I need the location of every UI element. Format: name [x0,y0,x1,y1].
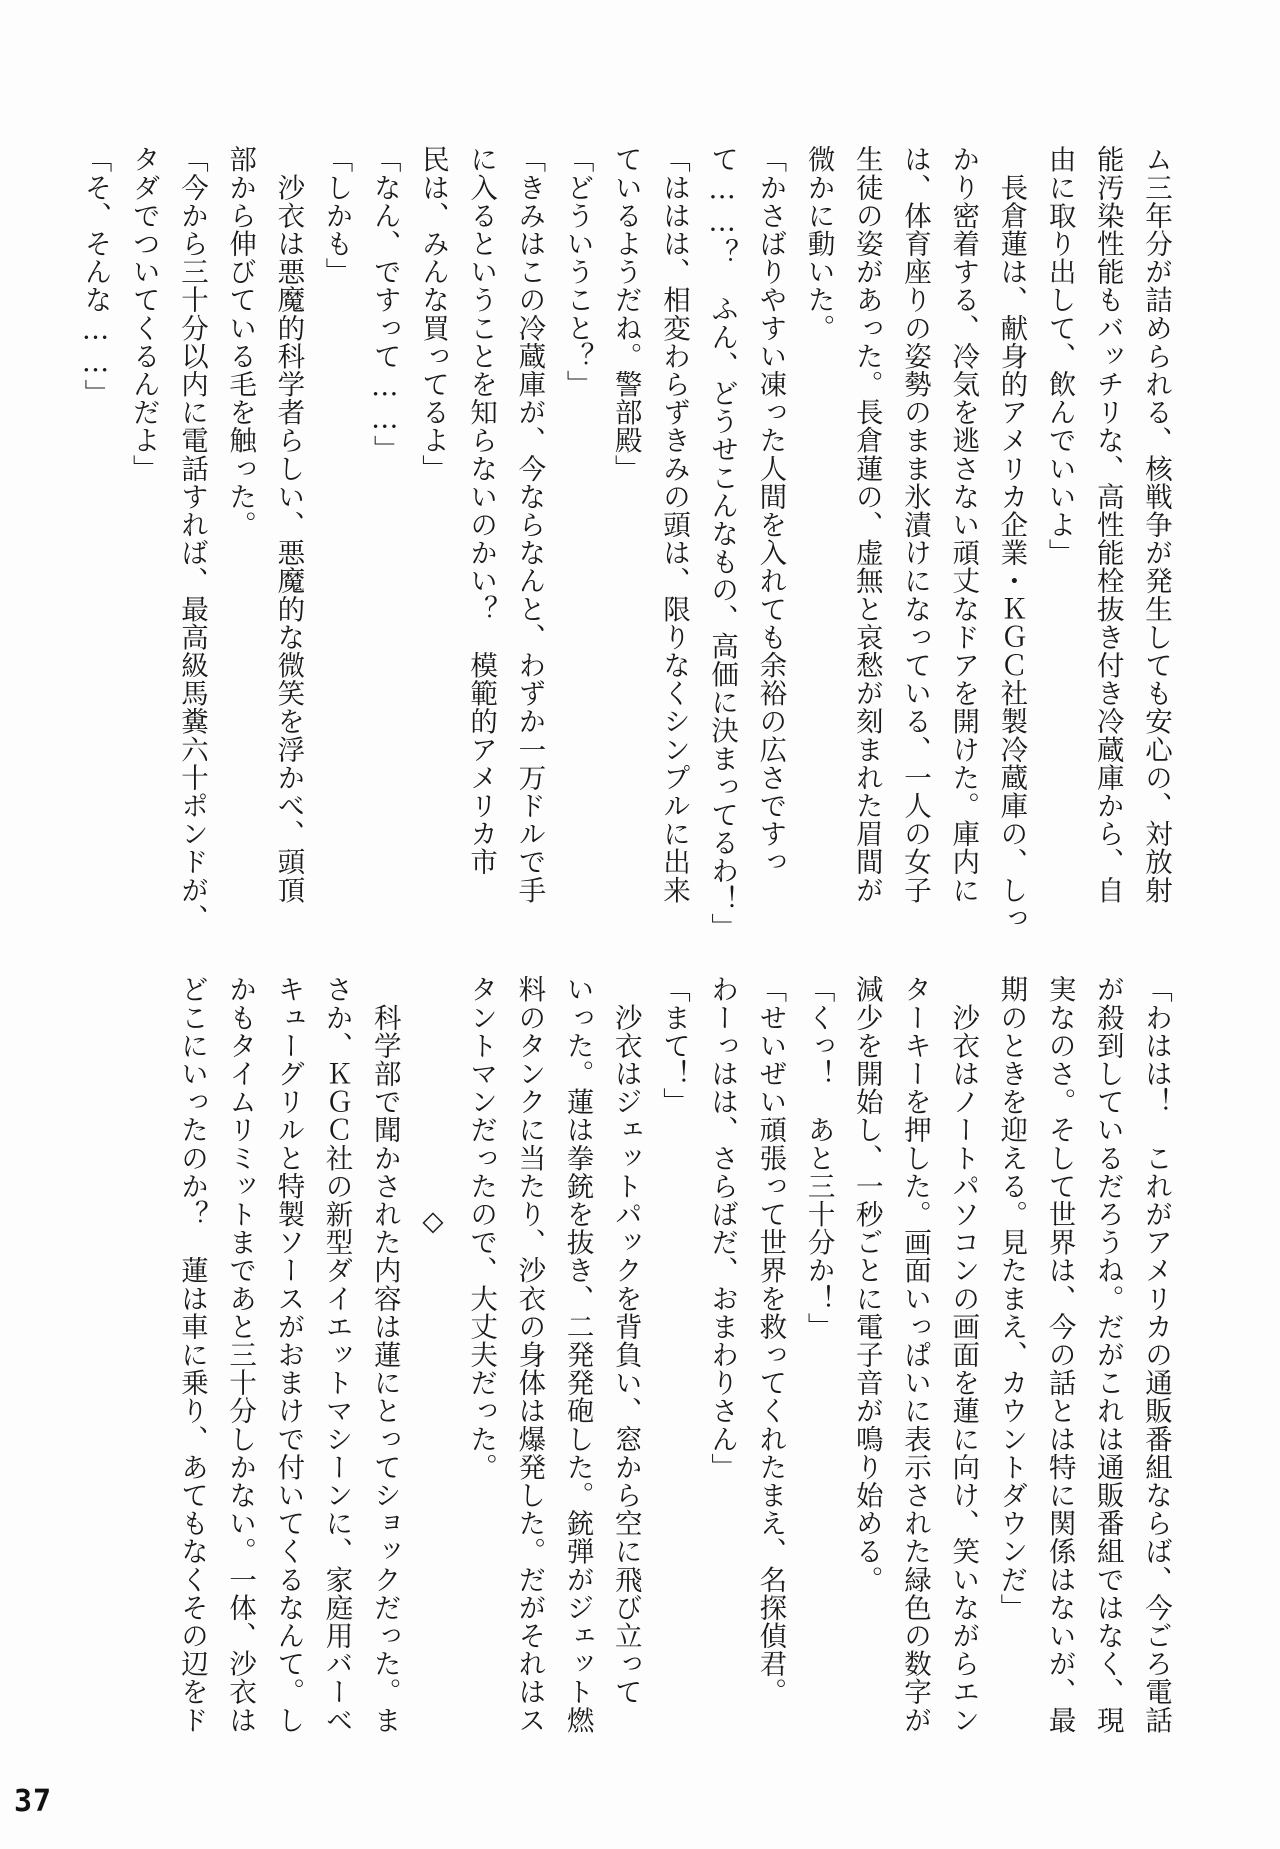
text-line: 「くっ！ あと三十分か！」 [802,975,835,1341]
text-line: 部から伸びている毛を触った。 [224,145,257,539]
scene-break-mark: ◇ [416,1205,449,1238]
text-line: 「しかも」 [320,145,353,286]
text-line: 科学部で聞かされた内容は蓮にとってショックだった。ま [368,975,401,1734]
text-line: に入るということを知らないのかい？ 模範的アメリカ市 [465,145,498,876]
text-line: 「なん、ですって……」 [368,145,401,464]
text-line: 期のときを迎える。見たまえ、カウントダウンだ」 [995,975,1028,1622]
text-line: が殺到しているだろうね。だがこれは通販番組ではなく、現 [1091,975,1124,1734]
text-line: ム三年分が詰められる、核戦争が発生しても安心の、対放射 [1140,145,1172,904]
text-line: タントマンだったので、大丈夫だった。 [465,975,498,1481]
text-line: 沙衣はノートパソコンの画面を蓮に向け、笑いながらエン [947,975,980,1734]
text-line: かもタイムリミットまであと三十分しかない。一体、沙衣は [224,975,257,1734]
text-line: 微かに動いた。 [802,145,835,342]
text-line: 由に取り出して、飲んでいいよ」 [1043,145,1076,567]
text-line: 料のタンクに当たり、沙衣の身体は爆発した。だがそれはス [513,975,546,1734]
text-line: 「そ、そんな……」 [79,145,112,407]
text-line: 民は、みんな買ってるよ」 [416,145,449,483]
text-line: は、体育座りの姿勢のまま氷漬けになっている、一人の女子 [898,145,931,904]
text-line: 「どういうこと？」 [561,145,594,398]
text-line: さか、ＫＧＣ社の新型ダイエットマシーンに、家庭用バーベ [320,975,353,1734]
text-line: 「せいぜい頑張って世界を救ってくれたまえ、名探偵君。 [754,975,787,1706]
text-line: わーっはは、さらばだ、おまわりさん」 [706,975,739,1481]
text-line: 沙衣は悪魔的科学者らしい、悪魔的な微笑を浮かべ、頭頂 [272,145,305,904]
text-line: 能汚染性能もバッチリな、高性能栓抜き付き冷蔵庫から、自 [1091,145,1124,904]
text-block-lower [175,975,1180,1790]
text-line: 長倉蓮は、献身的アメリカ企業・ＫＧＣ社製冷蔵庫の、しっ [995,145,1028,932]
scene-break-line [409,975,457,1790]
text-line: ターキーを押した。画面いっぱいに表示された緑色の数字が [898,975,931,1734]
text-block-upper [79,145,1180,960]
text-line: 「きみはこの冷蔵庫が、今ならなんと、わずか一万ドルで手 [513,145,546,904]
text-line: 「わはは！ これがアメリカの通販番組ならば、今ごろ電話 [1140,975,1172,1734]
text-line: 「今から三十分以内に電話すれば、最高級馬糞六十ポンドが、 [175,145,208,932]
text-line: いった。蓮は拳銃を抜き、二発発砲した。銃弾がジェット燃 [561,975,594,1734]
text-line: 生徒の姿があった。長倉蓮の、虚無と哀愁が刻まれた眉間が [850,145,883,904]
text-line: ているようだね。警部殿」 [609,145,642,483]
text-line: どこにいったのか？ 蓮は車に乗り、あてもなくその辺をド [175,975,208,1734]
text-line: キューグリルと特製ソースがおまけで付いてくるなんて。し [272,975,305,1734]
text-line: て……？ ふん、どうせこんなもの、高価に決まってるわ！」 [706,145,739,941]
page-number: 37 [14,1784,53,1819]
text-line: 「ははは、相変わらずきみの頭は、限りなくシンプルに出来 [657,145,690,904]
text-line: かり密着する、冷気を逃さない頑丈なドアを開けた。庫内に [947,145,980,904]
text-line: 「かさばりやすい凍った人間を入れても余裕の広さですっ [754,145,787,876]
text-line: 減少を開始し、一秒ごとに電子音が鳴り始める。 [850,975,883,1594]
text-line: タダでついてくるんだよ」 [127,145,160,483]
text-line: 「まて！」 [657,975,690,1116]
text-line: 実なのさ。そして世界は、今の話とは特に関係はないが、最 [1043,975,1076,1734]
text-line: 沙衣はジェットパックを背負い、窓から空に飛び立って [609,975,642,1706]
